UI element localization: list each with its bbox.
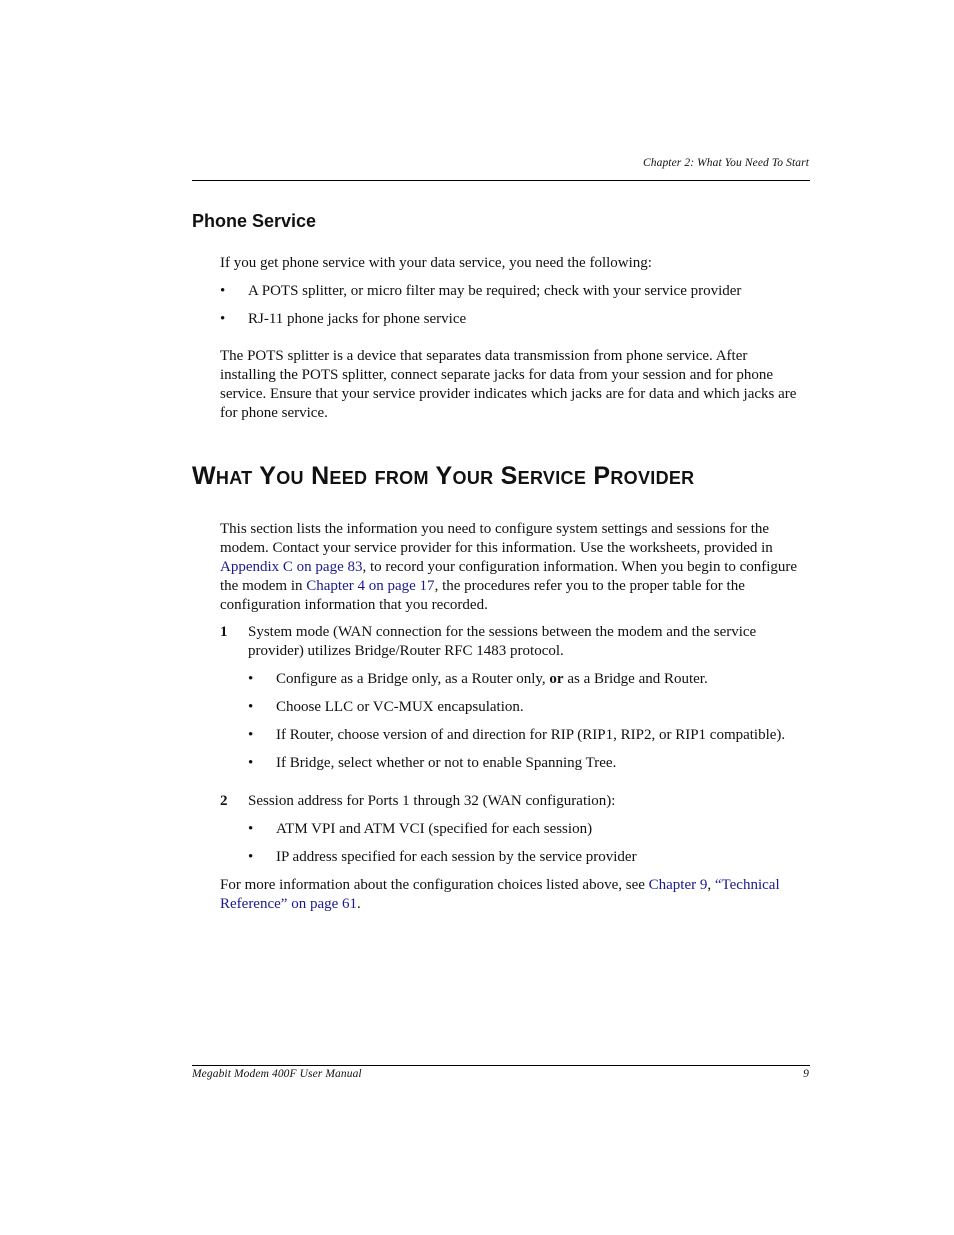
bullet-marker: • — [248, 727, 254, 743]
technical-reference-link-cont[interactable]: Reference” on page 61 — [220, 896, 358, 912]
list-item: If Bridge, select whether or not to enable Spanning Tree. — [276, 755, 617, 771]
bullet-marker: • — [220, 283, 226, 299]
paragraph-line: The POTS splitter is a device that separates data transmission from phone service. After — [220, 348, 748, 364]
text-run: For more information about the configuration choices listed above, see — [220, 877, 649, 893]
header-rule — [192, 180, 810, 181]
phone-service-heading: Phone Service — [192, 211, 317, 231]
paragraph-line: provider) utilizes Bridge/Router RFC 1483 protocol. — [248, 643, 564, 659]
paragraph-line — [220, 895, 820, 914]
bullet-marker: • — [248, 755, 254, 771]
technical-reference-link[interactable]: “Technical — [714, 877, 780, 893]
bullet-marker: • — [248, 849, 254, 865]
section-intro — [220, 520, 820, 615]
chapter-9-link[interactable]: Chapter 9 — [648, 877, 708, 893]
step-text: Session address for Ports 1 through 32 (WAN configuration): — [248, 793, 616, 809]
bullet-marker: • — [220, 311, 226, 327]
list-item: RJ-11 phone jacks for phone service — [248, 311, 467, 327]
footer-rule — [192, 1065, 810, 1066]
text-run: . — [357, 896, 361, 912]
bullet-marker: • — [248, 671, 254, 687]
step-number: 2 — [220, 793, 228, 809]
closing-paragraph — [220, 876, 820, 914]
paragraph-line: modem. Contact your service provider for this information. Use the worksheets, provided in — [220, 540, 773, 556]
phone-service-intro: If you get phone service with your data service, you need the following: — [220, 255, 652, 271]
chapter-4-link[interactable]: Chapter 4 on page 17 — [306, 578, 435, 594]
list-item: A POTS splitter, or micro filter may be required; check with your service provider — [248, 283, 742, 299]
paragraph-line — [220, 577, 820, 596]
text-run: the modem in — [220, 578, 307, 594]
appendix-c-link[interactable]: Appendix C on page 83 — [220, 559, 363, 575]
list-item — [276, 670, 708, 689]
pots-paragraph — [220, 347, 820, 423]
bullet-marker: • — [248, 699, 254, 715]
text-run: , the procedures refer you to the proper table for the — [434, 578, 745, 594]
paragraph-line: System mode (WAN connection for the sessions between the modem and the service — [248, 624, 757, 640]
page-number: 9 — [803, 1068, 809, 1080]
paragraph-line — [220, 558, 820, 577]
text-run: as a Bridge and Router. — [563, 671, 708, 687]
paragraph-line: for phone service. — [220, 405, 328, 421]
text-run: Configure as a Bridge only, as a Router only, — [276, 671, 550, 687]
paragraph-line — [220, 876, 820, 895]
paragraph-line: service. Ensure that your service provider indicates which jacks are for data and which jacks are — [220, 386, 797, 402]
bullet-marker: • — [248, 821, 254, 837]
bold-text: or — [549, 671, 564, 687]
paragraph-line: installing the POTS splitter, connect separate jacks for data from your session and for phone — [220, 367, 774, 383]
running-header: Chapter 2: What You Need To Start — [642, 157, 809, 169]
paragraph-line: This section lists the information you need to configure system settings and sessions for the — [220, 521, 770, 537]
list-item: If Router, choose version of and direction for RIP (RIP1, RIP2, or RIP1 compatible). — [276, 727, 786, 743]
list-item: IP address specified for each session by the service provider — [276, 849, 637, 865]
footer-manual-title: Megabit Modem 400F User Manual — [192, 1068, 362, 1080]
text-run: , to record your configuration information. When you begin to configure — [362, 559, 798, 575]
section-heading: What You Need from Your Service Provider — [192, 462, 695, 490]
list-item: ATM VPI and ATM VCI (specified for each session) — [276, 821, 593, 837]
step-number: 1 — [220, 624, 228, 640]
list-item: Choose LLC or VC-MUX encapsulation. — [276, 699, 524, 715]
step-text — [248, 623, 818, 661]
paragraph-line: configuration information that you recorded. — [220, 597, 488, 613]
text-run: , — [707, 877, 715, 893]
